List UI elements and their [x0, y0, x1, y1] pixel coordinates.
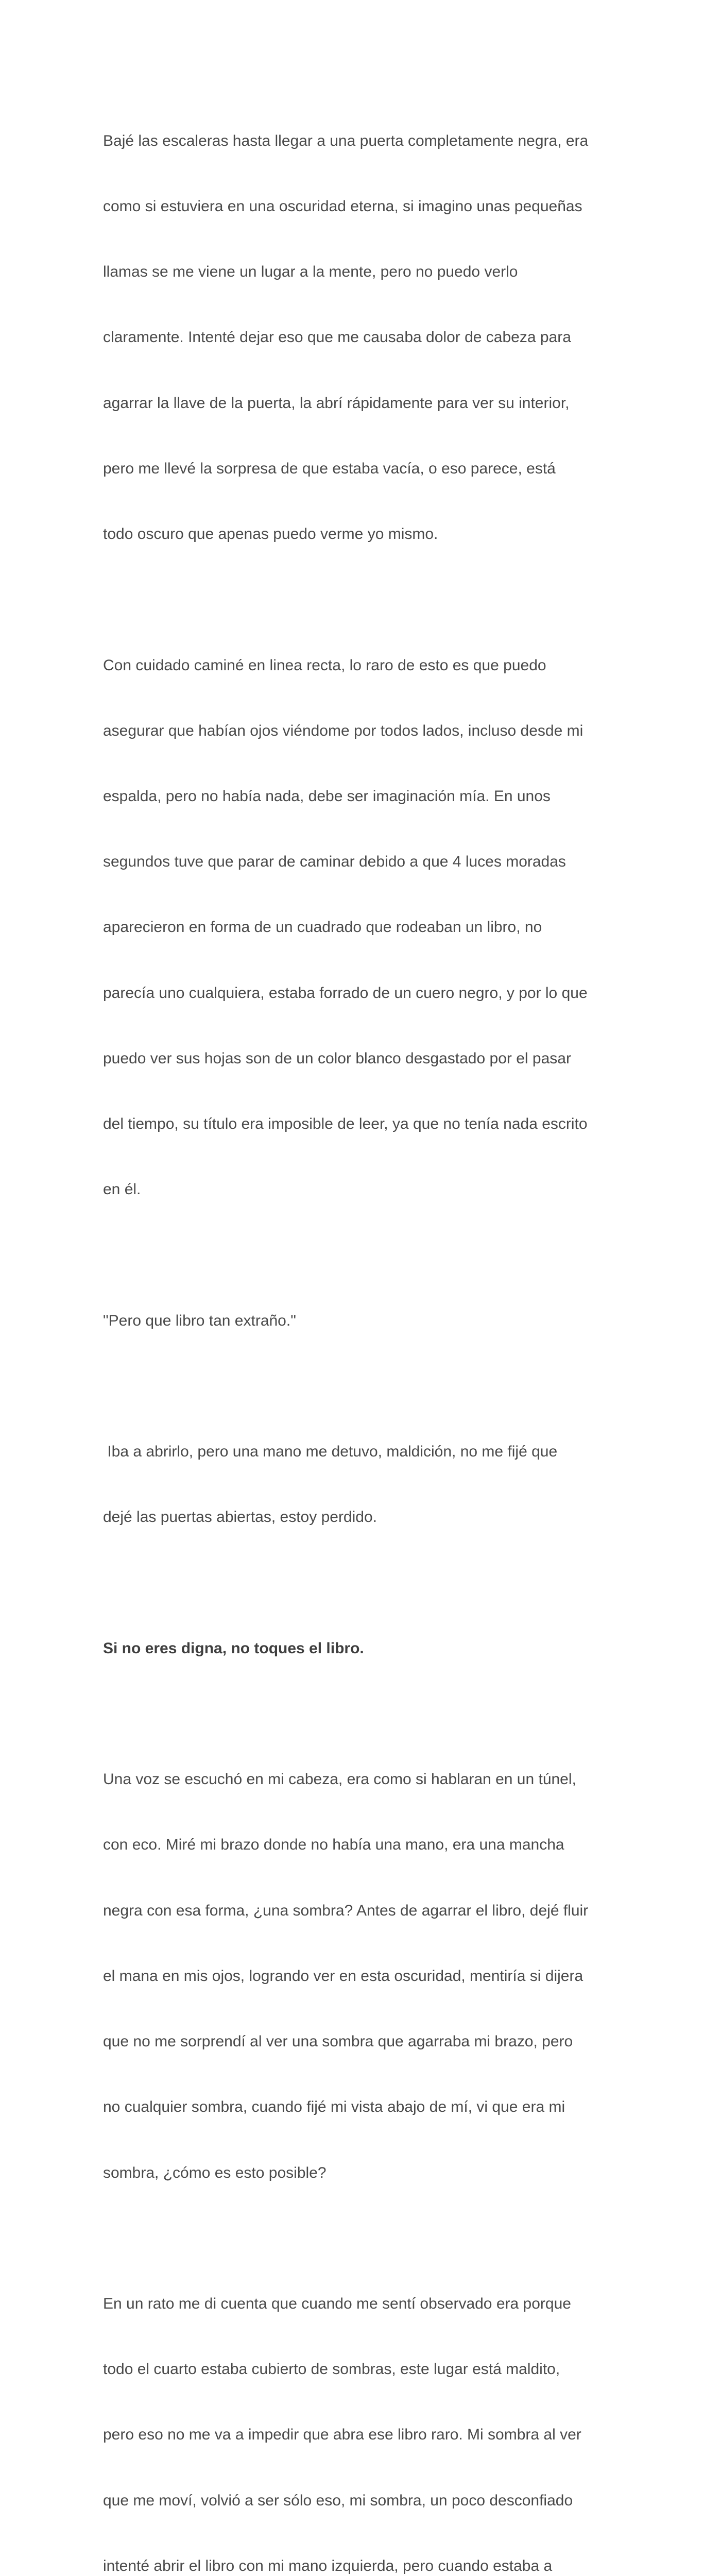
text-line: dejé las puertas abiertas, estoy perdido.	[103, 1509, 377, 1526]
text-line: aparecieron en forma de un cuadrado que rodeaban un libro, no	[103, 919, 542, 936]
text-line: intenté abrir el libro con mi mano izquierda, pero cuando estaba a	[103, 2557, 553, 2574]
text-line: Si no eres digna, no toques el libro.	[103, 1639, 364, 1657]
text-line: con eco. Miré mi brazo donde no había una mano, era una mancha	[103, 1836, 564, 1854]
text-line: segundos tuve que parar de caminar debido a que 4 luces moradas	[103, 853, 566, 871]
text-line: del tiempo, su título era imposible de leer, ya que no tenía nada escrito	[103, 1115, 588, 1133]
text-line: como si estuviera en una oscuridad eterna, si imagino unas pequeñas	[103, 198, 582, 215]
text-line: todo el cuarto estaba cubierto de sombras, este lugar está maldito,	[103, 2361, 560, 2378]
text-line: espalda, pero no había nada, debe ser imaginación mía. En unos	[103, 787, 551, 805]
text-line: parecía uno cualquiera, estaba forrado de un cuero negro, y por lo que	[103, 984, 588, 1002]
text-line: el mana en mis ojos, logrando ver en esta oscuridad, mentiría si dijera	[103, 1967, 583, 1985]
text-line: claramente. Intenté dejar eso que me causaba dolor de cabeza para	[103, 329, 571, 346]
text-line: pero eso no me va a impedir que abra ese libro raro. Mi sombra al ver	[103, 2426, 581, 2444]
paragraph-1	[103, 87, 628, 589]
text-line: en él.	[103, 1181, 141, 1198]
text-line: "Pero que libro tan extraño."	[103, 1312, 296, 1329]
text-line: que me moví, volvió a ser sólo eso, mi sombra, un poco desconfiado	[103, 2492, 573, 2509]
document-body	[103, 87, 628, 2576]
text-line: pero me llevé la sorpresa de que estaba vacía, o eso parece, está	[103, 460, 556, 477]
text-line: Con cuidado caminé en linea recta, lo raro de esto es que puedo	[103, 656, 546, 674]
paragraph-7	[103, 2249, 628, 2576]
text-line: todo oscuro que apenas puedo verme yo mismo.	[103, 526, 438, 543]
text-line: asegurar que habían ojos viéndome por todos lados, incluso desde mi	[103, 722, 583, 739]
paragraph-2	[103, 611, 628, 1245]
text-line: En un rato me di cuenta que cuando me sentí observado era porque	[103, 2295, 571, 2312]
text-line: llamas se me viene un lugar a la mente, pero no puedo verlo	[103, 263, 518, 281]
text-line: Una voz se escuchó en mi cabeza, era como si hablaran en un túnel,	[103, 1771, 576, 1788]
paragraph-3-quote	[103, 1266, 628, 1376]
text-line: agarrar la llave de la puerta, la abrí rápidamente para ver su interior,	[103, 394, 570, 412]
text-line: puedo ver sus hojas son de un color blanco desgastado por el pasar	[103, 1049, 571, 1067]
paragraph-5-bold	[103, 1594, 628, 1703]
text-line: negra con esa forma, ¿una sombra? Antes de agarrar el libro, dejé fluir	[103, 1902, 589, 1919]
paragraph-6	[103, 1725, 628, 2227]
text-line: no cualquier sombra, cuando fijé mi vista abajo de mí, vi que era mi	[103, 2098, 565, 2116]
paragraph-4	[103, 1397, 628, 1572]
text-line: sombra, ¿cómo es esto posible?	[103, 2164, 327, 2181]
text-line: Bajé las escaleras hasta llegar a una puerta completamente negra, era	[103, 132, 589, 149]
text-line: Iba a abrirlo, pero una mano me detuvo, maldición, no me fijé que	[103, 1443, 558, 1461]
text-line: que no me sorprendí al ver una sombra que agarraba mi brazo, pero	[103, 2033, 573, 2050]
